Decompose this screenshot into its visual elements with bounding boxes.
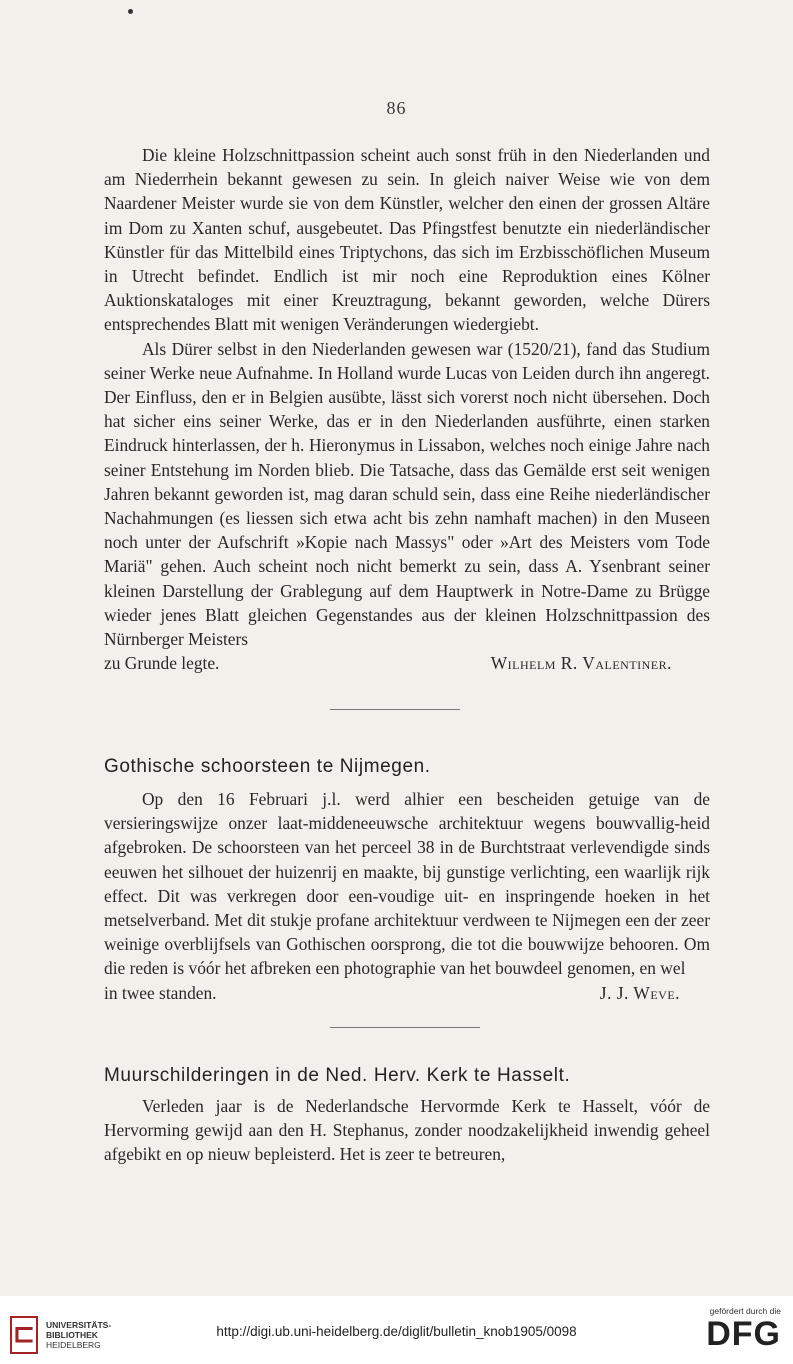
dfg-wordmark: DFG	[706, 1315, 781, 1353]
funded-by-text: gefördert durch die	[709, 1306, 781, 1316]
permalink-url[interactable]: http://digi.ub.uni-heidelberg.de/diglit/bulletin_knob1905/0098	[216, 1324, 577, 1339]
dfg-logo[interactable]	[706, 1306, 781, 1352]
closing-line	[104, 651, 710, 675]
paragraph-1: Die kleine Holzschnittpassion scheint auch sonst früh in den Niederlanden und am Niederrhein bekannt gewesen zu sein. In gleich naiver Weise wie von dem Naardener Meister wurde sie von dem Künstler, welcher den einen der grossen Altäre im Dom zu Xanten schuf, ausgebeutet. Das Pfingstfest benutzte ein niederländischer Künstler für das Mittelbild eines Triptychons, das sich im Erzbisschöflichen Museum in Utrecht befindet. Endlich ist mir noch eine Reproduktion eines Kölner Auktionskataloges mit einer Kreuztragung, bekannt geworden, welche Dürers entsprechendes Blatt mit wenigen Veränderungen wiedergiebt.	[104, 145, 710, 335]
author-signature: J. J. Weve.	[599, 982, 680, 1003]
article-hasselt	[104, 1094, 710, 1167]
viewer-footer	[0, 1296, 793, 1364]
author-signature: Wilhelm R. Valentiner.	[490, 653, 672, 674]
library-name: UNIVERSITÄTS- BIBLIOTHEK HEIDELBERG	[46, 1320, 112, 1350]
section-divider	[330, 1027, 480, 1028]
section-heading: Muurschilderingen in de Ned. Herv. Kerk te Hasselt.	[104, 1065, 571, 1086]
paragraph-3: Op den 16 Februari j.l. werd alhier een bescheiden getuige van de versieringswijze onzer laat-middeneeuwsche architektuur wegens bouwvallig-heid afgebroken. De schoorsteen van het perceel 38 in de Burchtstraat verlevendigde sinds eeuwen het silhouet der huizenrij en maakte, bij gunstige verlichting, een waarlijk rijk effect. Dit was verkregen door een-voudige uit- en inspringende hoeken in het metselverband. Met dit stukje profane architektuur verdween te Nijmegen een der zeer weinige overblijfsels van Gothischen oorsprong, die tot die bouwwijze behooren. Om die reden is vóór het afbreken een photographie van het bouwdeel genomen, en wel	[104, 789, 710, 979]
closing-text: in twee standen.	[104, 982, 217, 1003]
page-number: 86	[386, 98, 407, 118]
section-heading: Gothische schoorsteen te Nijmegen.	[104, 756, 431, 777]
article-valentiner	[104, 143, 710, 675]
paragraph-4: Verleden jaar is de Nederlandsche Hervormde Kerk te Hasselt, vóór de Hervorming gewijd aan den H. Stephanus, zonder noodzakelijkheid inwendig geheel afgebikt en op nieuw bepleisterd. Het is zeer te betreuren,	[104, 1096, 710, 1165]
paragraph-2: Als Dürer selbst in den Niederlanden gewesen war (1520/21), fand das Studium seiner Werke neue Aufnahme. In Holland wurde Lucas von Leiden durch ihn angeregt. Der Einfluss, den er in Belgien ausübte, lässt sich vorerst noch nicht übersehen. Doch hat sicher eins seiner Werke, das er in den Niederlanden ausführte, einen starken Eindruck hinterlassen, der h. Hieronymus in Lissabon, welches noch einige Jahre nach seiner Entstehung im Norden blieb. Die Tatsache, dass das Gemälde erst seit wenigen Jahren bekannt geworden ist, mag daran schuld sein, dass eine Reihe niederländischer Nachahmungen (es liessen sich etwa acht bis zehn namhaft machen) in den Museen noch unter der Aufschrift »Kopie nach Massys" oder »Art des Meisters vom Tode Mariä" gehen. Auch scheint noch nicht bemerkt zu sein, dass A. Ysenbrant seiner kleinen Darstellung der Grablegung auf dem Hauptwerk in Notre-Dame zu Brügge wieder jenes Blatt gleichen Gegenstandes aus der kleinen Holzschnittpassion des Nürnberger Meisters	[104, 338, 710, 650]
ink-speck	[128, 9, 133, 14]
article-weve	[104, 787, 710, 1005]
library-emblem-icon: ⊏	[10, 1316, 38, 1354]
section-divider	[330, 709, 460, 710]
closing-line	[104, 981, 710, 1005]
closing-text: zu Grunde legte.	[104, 653, 220, 674]
